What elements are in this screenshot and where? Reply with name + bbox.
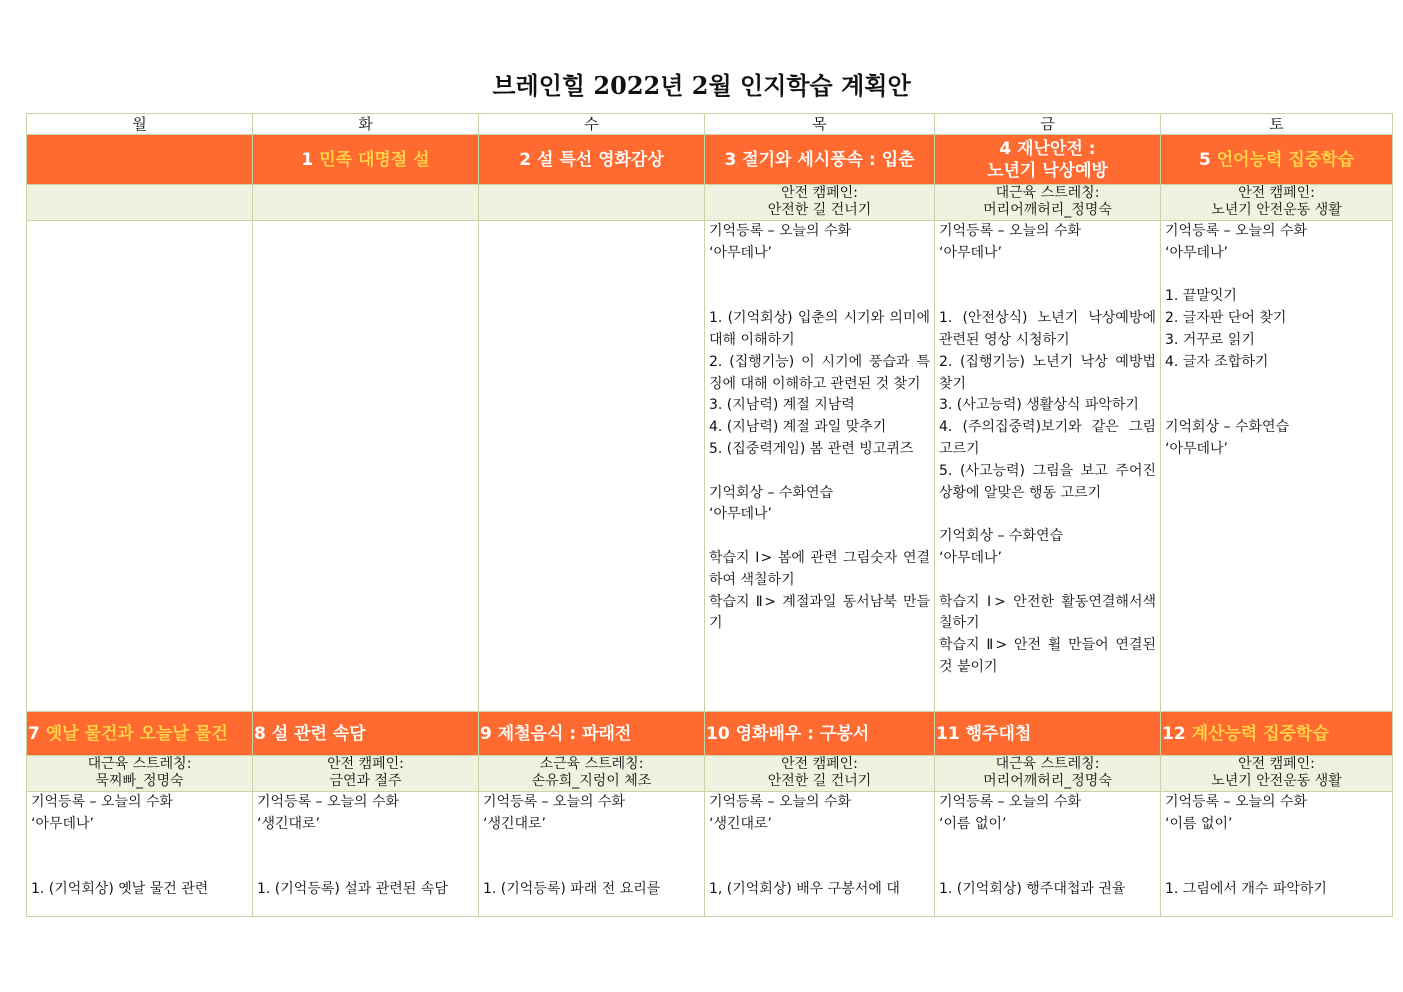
weekday-tue: 화 [253,114,479,135]
weekday-header-row [27,114,1393,135]
topic-title: 설 특선 영화감상 [536,149,664,170]
topic-cell [705,712,935,756]
day-number: 5 [1198,149,1211,170]
topic-cell [253,135,479,185]
activity-cell: 기억등록 – 오늘의 수화 ‘아무데나’ 1. (기억회상) 옛날 물건 관련 [27,792,253,917]
topic-title: 언어능력 집중학습 [1216,149,1355,170]
campaign-cell: 안전 캠페인: 노년기 안전운동 생활 [1161,756,1393,792]
topic-title: 행주대첩 [965,723,1032,744]
day-number: 4 [999,138,1012,159]
topic-title: 제철음식 : 파래전 [497,723,632,744]
topic-title: 민족 대명절 설 [319,149,430,170]
topic-cell [705,135,935,185]
day-number: 7 [28,723,40,744]
day-number: 9 [480,723,492,744]
day-number: 2 [519,149,532,170]
campaign-cell [27,185,253,221]
week1-campaign-row [27,185,1393,221]
week2-campaign-row [27,756,1393,792]
topic-title: 영화배우 : 구봉서 [735,723,870,744]
week1-topic-row [27,135,1393,185]
week2-content-row [27,792,1393,917]
topic-cell [253,712,479,756]
topic-title: 설 관련 속담 [271,723,366,744]
activity-cell: 기억등록 – 오늘의 수화 ‘생긴대로’ 1. (기억등록) 설과 관련된 속담 [253,792,479,917]
activity-cell: 기억등록 – 오늘의 수화 ‘아무데나’ 1. (안전상식) 노년기 낙상예방에 관련된 영상 시청하기 2. (집행기능) 노년기 낙상 예방법 찾기 3. (사고능력) 생활상식 파악하기 4. (주의집중력)보기와 같은 그림 고르기 5. (사고능력) 그림을 보고 주어진 상황에 알맞은 행동 고르기 기억회상 – 수화연습 ‘아무데나’ 학습지 Ⅰ> 안전한 활동연결해서색칠하기 학습지 Ⅱ> 안전 휠 만들어 연결된 것 붙이기 [935,221,1161,712]
activity-cell [253,221,479,712]
day-number: 11 [936,723,960,744]
week1-content-row [27,221,1393,712]
weekday-thu: 목 [705,114,935,135]
activity-cell [27,221,253,712]
page-title: 브레인힐 2022년 2월 인지학습 계획안 [492,71,911,100]
weekday-fri: 금 [935,114,1161,135]
topic-cell [479,135,705,185]
activity-cell: 기억등록 – 오늘의 수화 ‘생긴대로’ 1. (기억등록) 파래 전 요리를 [479,792,705,917]
topic-cell [479,712,705,756]
campaign-cell: 대근육 스트레칭: 묵찌빠_정명숙 [27,756,253,792]
topic-cell [27,135,253,185]
campaign-cell: 대근육 스트레칭: 머리어깨허리_정명숙 [935,185,1161,221]
topic-title: 계산능력 집중학습 [1191,723,1329,744]
day-number: 12 [1162,723,1186,744]
campaign-cell [479,185,705,221]
campaign-cell: 안전 캠페인: 금연과 절주 [253,756,479,792]
day-number: 3 [724,149,737,170]
day-number: 10 [706,723,730,744]
campaign-cell: 안전 캠페인: 노년기 안전운동 생활 [1161,185,1393,221]
topic-title: 옛날 물건과 오늘날 물건 [45,723,228,744]
weekday-mon: 월 [27,114,253,135]
topic-cell [1161,712,1393,756]
activity-cell: 기억등록 – 오늘의 수화 ‘이름 없이’ 1. (기억회상) 행주대첩과 권율 [935,792,1161,917]
campaign-cell: 소근육 스트레칭: 손유희_지렁이 체조 [479,756,705,792]
weekly-plan-table [26,113,1393,917]
topic-cell [935,135,1161,185]
campaign-cell [253,185,479,221]
topic-title: 절기와 세시풍속 : 입춘 [742,149,915,170]
campaign-cell: 안전 캠페인: 안전한 길 건너기 [705,185,935,221]
topic-cell [27,712,253,756]
activity-cell [479,221,705,712]
topic-title: 재난안전 : 노년기 낙상예방 [987,138,1108,181]
campaign-cell: 안전 캠페인: 안전한 길 건너기 [705,756,935,792]
activity-cell: 기억등록 – 오늘의 수화 ‘생긴대로’ 1, (기억회상) 배우 구봉서에 대 [705,792,935,917]
campaign-cell: 대근육 스트레칭: 머리어깨허리_정명숙 [935,756,1161,792]
day-number: 1 [301,149,314,170]
day-number: 8 [254,723,266,744]
week2-topic-row [27,712,1393,756]
activity-cell: 기억등록 – 오늘의 수화 ‘아무데나’ 1. (기억회상) 입춘의 시기와 의미에 대해 이해하기 2. (집행기능) 이 시기에 풍습과 특징에 대해 이해하고 관련된 것 찾기 3. (지남력) 계절 지남력 4. (지남력) 계절 과일 맞추기 5. (집중력게임) 봄 관련 빙고퀴즈 기억회상 – 수화연습 ‘아무데나’ 학습지 Ⅰ> 봄에 관련 그림숫자 연결하여 색칠하기 학습지 Ⅱ> 계절과일 동서남북 만들기 [705,221,935,712]
weekday-wed: 수 [479,114,705,135]
topic-cell [935,712,1161,756]
weekday-sat: 토 [1161,114,1393,135]
activity-cell: 기억등록 – 오늘의 수화 ‘이름 없이’ 1. 그림에서 개수 파악하기 [1161,792,1393,917]
activity-cell: 기억등록 – 오늘의 수화 ‘아무데나’ 1. 끝말잇기 2. 글자판 단어 찾기 3. 거꾸로 읽기 4. 글자 조합하기 기억회상 – 수화연습 ‘아무데나’ [1161,221,1393,712]
topic-cell [1161,135,1393,185]
